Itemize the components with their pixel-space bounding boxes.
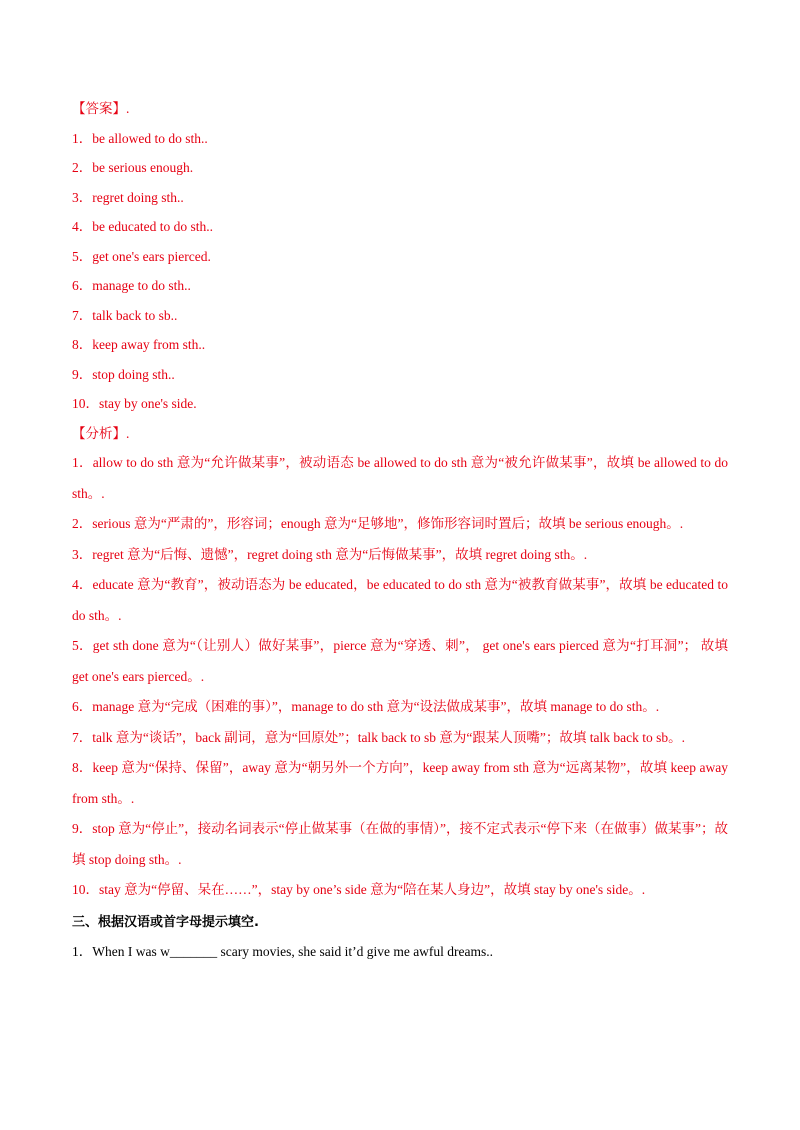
analysis-item-9: 9．stop 意为“停止”，接动名词表示“停止做某事（在做的事情）”，接不定式表示“停下来（在做事）做某事”；故填 stop doing sth。.: [72, 821, 728, 867]
document-page: [72, 94, 728, 967]
analysis-item-7: 7．talk 意为“谈话”，back 副词，意为“回原处”；talk back to sb 意为“跟某人顶嘴”；故填 talk back to sb。.: [72, 729, 686, 745]
analysis-header: 【分析】.: [72, 425, 130, 441]
answer-item-8: 8．keep away from sth..: [72, 337, 206, 352]
answer-item-1: 1．be allowed to do sth..: [72, 130, 208, 146]
answer-item-3: 3．regret doing sth..: [72, 189, 184, 205]
answer-list: [72, 124, 728, 419]
analysis-item-4: 4．educate 意为“教育”，被动语态为 be educated，be educated to do sth 意为“被教育做某事”，故填 be educated to do sth。.: [72, 577, 728, 623]
answer-header: 【答案】.: [72, 101, 130, 116]
section-title: 三、根据汉语或首字母提示填空.: [72, 914, 259, 930]
analysis-item-3: 3．regret 意为“后悔、遗憾”，regret doing sth 意为“后悔做某事”，故填 regret doing sth。.: [72, 546, 588, 562]
answer-item-7: 7．talk back to sb..: [72, 307, 178, 323]
question-text-after: scary movies, she said it’d give me awful dreams..: [217, 944, 494, 959]
answer-item-6: 6．manage to do sth..: [72, 278, 191, 293]
answer-item-5: 5．get one's ears pierced.: [72, 248, 211, 264]
question-number: 1．: [72, 944, 93, 959]
analysis-item-6: 6．manage 意为“完成（困难的事）”，manage to do sth 意为“设法做成某事”，故填 manage to do sth。.: [72, 699, 660, 714]
question-1: [72, 937, 728, 967]
analysis-list: [72, 448, 728, 906]
answer-item-9: 9．stop doing sth..: [72, 366, 175, 382]
question-blank: _______: [169, 944, 218, 959]
answer-item-4: 4．be educated to do sth..: [72, 219, 213, 234]
answer-item-10: 10．stay by one's side.: [72, 396, 197, 411]
analysis-item-1: 1．allow to do sth 意为“允许做某事”，被动语态 be allowed to do sth 意为“被允许做某事”，故填 be allowed to do sth。.: [72, 455, 728, 501]
analysis-item-2: 2．serious 意为“严肃的”，形容词；enough 意为“足够地”，修饰形容词时置后；故填 be serious enough。.: [72, 516, 684, 531]
analysis-item-8: 8．keep 意为“保持、保留”，away 意为“朝另外一个方向”，keep away from sth 意为“远离某物”，故填 keep away from sth。.: [72, 760, 728, 806]
analysis-item-10: 10．stay 意为“停留、呆在……”，stay by one’s side 意为“陪在某人身边”，故填 stay by one's side。.: [72, 882, 646, 897]
answer-item-2: 2．be serious enough.: [72, 160, 194, 175]
question-text-before: When I was w: [92, 944, 170, 959]
analysis-item-5: 5．get sth done 意为“（让别人）做好某事”，pierce 意为“穿透、刺”， get one's ears pierced 意为“打耳洞”； 故填 get one's ears pierced。.: [72, 638, 728, 684]
